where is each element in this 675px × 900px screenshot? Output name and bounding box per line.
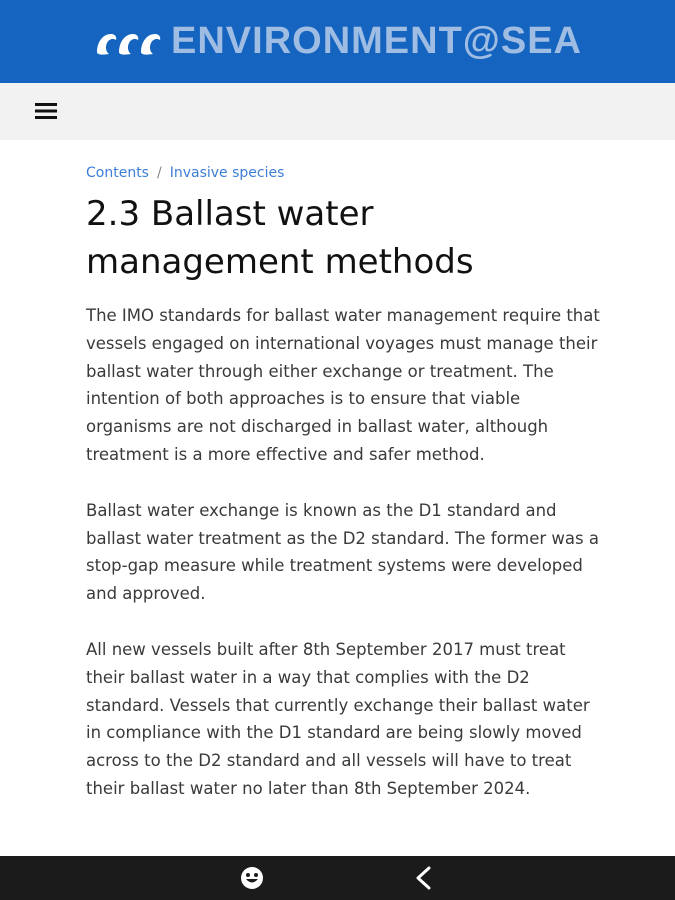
- hamburger-menu-button[interactable]: [30, 97, 62, 125]
- app-header: [0, 0, 675, 83]
- breadcrumb-contents-link[interactable]: Contents: [86, 165, 149, 181]
- hamburger-menu-icon: [35, 102, 57, 120]
- article-paragraph: Ballast water exchange is known as the D1 standard and ballast water treatment as the D2 standard. The former was a stop-gap measure while treatment systems were developed and approved.: [86, 500, 599, 604]
- article-paragraph: All new vessels built after 8th September 2017 must treat their ballast water in a way that complies with the D2 standard. Vessels that currently exchange their ballast water in compliance with the D1 standard are being slowly moved across to the D2 standard and all vessels will have to treat their ballast water no later than 8th September 2024.: [86, 639, 590, 798]
- back-chevron-icon: [410, 864, 438, 892]
- breadcrumb: [86, 160, 606, 186]
- system-navigation-bar: [0, 856, 675, 900]
- home-button[interactable]: [238, 864, 266, 892]
- navbar: [0, 83, 675, 140]
- brand-title: ENVIRONMENT@SEA: [171, 20, 582, 62]
- article-paragraph: The IMO standards for ballast water management require that vessels engaged on international voyages must manage their ballast water through either exchange or treatment. The intention of both approaches is to ensure that viable organisms are not discharged in ballast water, although treatment is a more effective and safer method.: [86, 306, 600, 464]
- breadcrumb-separator: /: [156, 165, 162, 181]
- back-button[interactable]: [410, 864, 438, 892]
- breadcrumb-invasive-species-link[interactable]: Invasive species: [169, 165, 285, 181]
- brand[interactable]: [93, 20, 582, 63]
- article: [86, 160, 606, 803]
- page-title: 2.3 Ballast water management methods: [86, 194, 474, 282]
- wave-logo-icon: [93, 24, 167, 60]
- home-face-icon: [238, 864, 266, 892]
